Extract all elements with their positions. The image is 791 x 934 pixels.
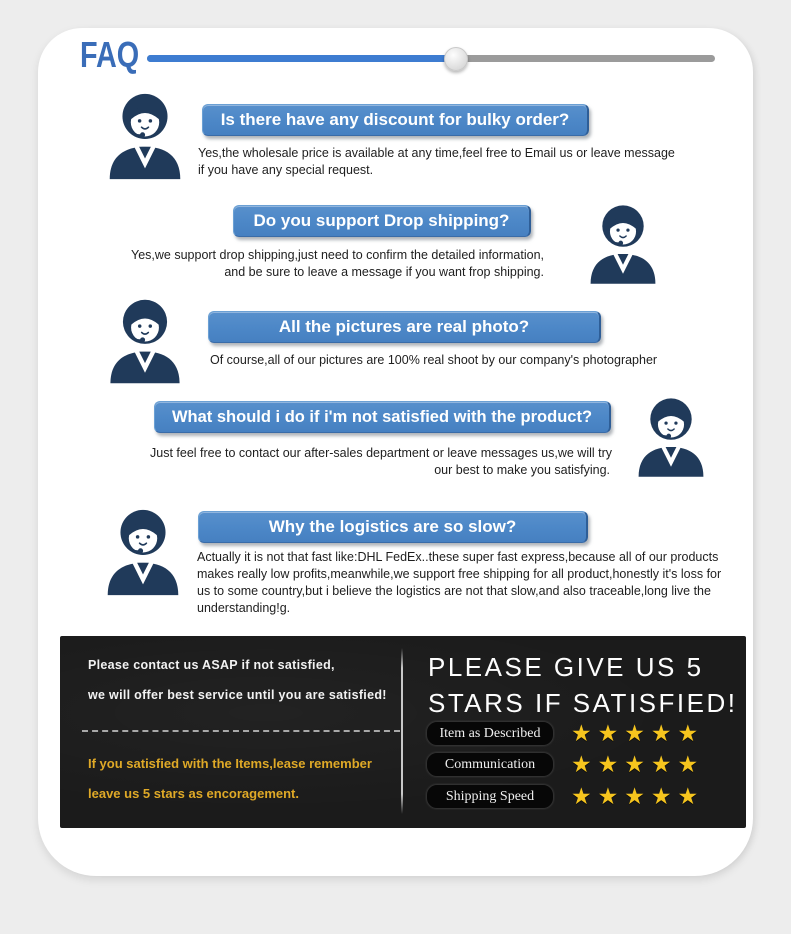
answer-line: understanding!g.	[197, 601, 291, 615]
support-agent-avatar-icon	[93, 504, 193, 602]
support-agent-avatar-icon	[626, 392, 716, 484]
vertical-divider	[401, 648, 403, 814]
answer-line: Just feel free to contact our after-sales department or leave messages us,we will try	[150, 446, 613, 460]
feedback-panel	[60, 636, 746, 828]
stars-reminder-line: leave us 5 stars as encoragement.	[88, 786, 300, 801]
answer-line: us to some country,but i believe the logistics are not that slow,and also traceable,long live the	[197, 584, 711, 598]
faq-question-banner-realphoto[interactable]	[208, 311, 601, 343]
progress-slider-fill	[147, 55, 455, 62]
rating-label: Item as Described	[426, 721, 554, 746]
faq-question-label: Why the logistics are so slow?	[268, 517, 517, 536]
rating-row-item-as-described	[426, 721, 704, 746]
faq-question-label: What should i do if i'm not satisfied with the product?	[171, 407, 593, 426]
five-stars-title: PLEASE GIVE US 5	[428, 652, 704, 682]
progress-slider-thumb[interactable]	[444, 47, 468, 71]
contact-notice-line: Please contact us ASAP if not satisfied,	[88, 658, 335, 672]
page-title: FAQ	[80, 34, 140, 75]
answer-line: Yes,we support drop shipping,just need to confirm the detailed information,	[131, 248, 544, 262]
faq-question-label: Is there have any discount for bulky order?	[220, 110, 570, 129]
five-star-icons: ★★★★★	[571, 751, 705, 777]
support-agent-avatar-icon	[95, 88, 195, 186]
answer-line: Of course,all of our pictures are 100% real shoot by our company's photographer	[210, 353, 658, 367]
faq-question-banner-satisfaction[interactable]	[154, 401, 611, 433]
faq-question-label: All the pictures are real photo?	[278, 317, 530, 336]
faq-answer-discount	[198, 145, 675, 179]
answer-line: and be sure to leave a message if you want frop shipping.	[224, 265, 544, 279]
answer-line: our best to make you satisfying.	[434, 463, 610, 477]
answer-line: Actually it is not that fast like:DHL FedEx..these super fast express,because all of our products	[197, 550, 719, 564]
rating-label: Shipping Speed	[426, 784, 554, 809]
support-agent-avatar-icon	[578, 199, 668, 291]
rating-row-shipping-speed	[426, 784, 704, 809]
faq-answer-dropshipping	[110, 247, 544, 281]
faq-answer-logistics	[197, 549, 721, 617]
dashed-divider	[82, 730, 400, 732]
five-star-icons: ★★★★★	[571, 720, 705, 746]
faq-question-banner-discount[interactable]	[202, 104, 589, 136]
faq-question-banner-logistics[interactable]	[198, 511, 588, 543]
contact-notice-line: we will offer best service until you are satisfied!	[88, 688, 387, 702]
answer-line: Yes,the wholesale price is available at any time,feel free to Email us or leave message	[198, 146, 675, 160]
faq-question-banner-dropshipping[interactable]	[233, 205, 531, 237]
faq-question-label: Do you support Drop shipping?	[253, 211, 510, 230]
faq-answer-satisfaction	[150, 445, 613, 479]
answer-line: if you have any special request.	[198, 163, 374, 177]
support-agent-avatar-icon	[95, 294, 195, 390]
answer-line: makes really low profits,meanwhile,we support free shipping for all product,honestly it's loss for	[197, 567, 722, 581]
rating-row-communication	[426, 752, 704, 777]
stars-reminder-line: If you satisfied with the Items,lease remember	[88, 756, 372, 771]
faq-answer-realphoto	[210, 352, 657, 369]
rating-label: Communication	[426, 752, 554, 777]
five-star-icons: ★★★★★	[571, 783, 705, 809]
five-stars-title: STARS IF SATISFIED!	[428, 688, 738, 718]
